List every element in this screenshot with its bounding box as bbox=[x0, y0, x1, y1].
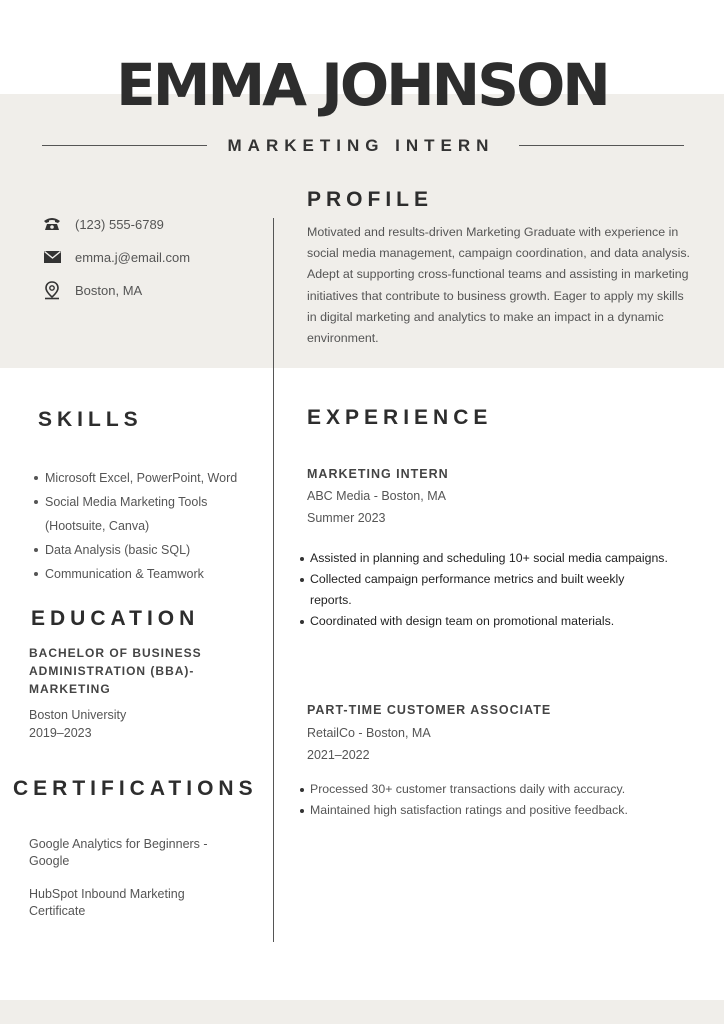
job-company-2: RetailCo - Boston, MA bbox=[307, 726, 431, 740]
email-icon bbox=[42, 247, 62, 267]
column-divider bbox=[273, 218, 274, 942]
profile-text: Motivated and results-driven Marketing Graduate with experience in social media management, campaign coordination, and data analysis. Adept at supporting cross-functional teams and assisting in marketing initiatives that contribute to business growth. Eager to apply my skills in digital marketing and analytics to make an impact in a dynamic environment. bbox=[307, 225, 690, 346]
title-divider-right bbox=[519, 145, 684, 146]
contact-email bbox=[42, 246, 190, 268]
job-bullet: Maintained high satisfaction ratings and positive feedback. bbox=[300, 800, 628, 821]
contact-location-text: Boston, MA bbox=[75, 282, 143, 298]
skill-item: Microsoft Excel, PowerPoint, Word bbox=[32, 466, 262, 490]
job-dates-2: 2021–2022 bbox=[307, 748, 370, 762]
education-years: 2019–2023 bbox=[29, 726, 92, 740]
job-title-2: PART-TIME CUSTOMER ASSOCIATE bbox=[307, 703, 552, 717]
certifications-heading: CERTIFICATIONS bbox=[13, 777, 258, 800]
experience-heading: EXPERIENCE bbox=[307, 406, 493, 429]
skill-item: Communication & Teamwork bbox=[32, 562, 262, 586]
skills-list bbox=[32, 466, 262, 586]
contact-location bbox=[42, 279, 142, 301]
profile-heading: PROFILE bbox=[307, 188, 434, 211]
title-divider-left bbox=[42, 145, 207, 146]
contact-phone bbox=[42, 213, 164, 235]
job-dates-1: Summer 2023 bbox=[307, 511, 386, 525]
footer-background-band bbox=[0, 1000, 724, 1024]
job-bullet: Collected campaign performance metrics and built weekly reports. bbox=[300, 569, 640, 611]
job-company-1: ABC Media - Boston, MA bbox=[307, 489, 446, 503]
job-bullet: Processed 30+ customer transactions daily with accuracy. bbox=[300, 779, 628, 800]
job-bullets-2 bbox=[300, 779, 628, 821]
skills-heading: SKILLS bbox=[38, 408, 143, 431]
skill-item: Data Analysis (basic SQL) bbox=[32, 538, 262, 562]
certification-item: HubSpot Inbound Marketing Certificate bbox=[29, 887, 185, 918]
location-pin-icon bbox=[42, 280, 62, 300]
phone-icon bbox=[42, 214, 62, 234]
contact-email-text: emma.j@email.com bbox=[75, 249, 191, 265]
degree-title: BACHELOR OF BUSINESS ADMINISTRATION (BBA)-MARKETING bbox=[29, 646, 202, 696]
job-title-1: MARKETING INTERN bbox=[307, 467, 449, 481]
school-name: Boston University bbox=[29, 708, 127, 722]
job-bullet: Assisted in planning and scheduling 10+ social media campaigns. bbox=[300, 548, 668, 569]
contact-phone-text: (123) 555-6789 bbox=[75, 216, 164, 232]
certification-item: Google Analytics for Beginners - Google bbox=[29, 837, 208, 868]
job-title: MARKETING INTERN bbox=[227, 136, 495, 155]
education-heading: EDUCATION bbox=[31, 607, 200, 630]
job-bullets-1 bbox=[300, 548, 668, 632]
job-bullet: Coordinated with design team on promotional materials. bbox=[300, 611, 668, 632]
skill-item: Social Media Marketing Tools (Hootsuite, Canva) bbox=[32, 490, 215, 538]
candidate-name: EMMA JOHNSON bbox=[116, 51, 608, 119]
